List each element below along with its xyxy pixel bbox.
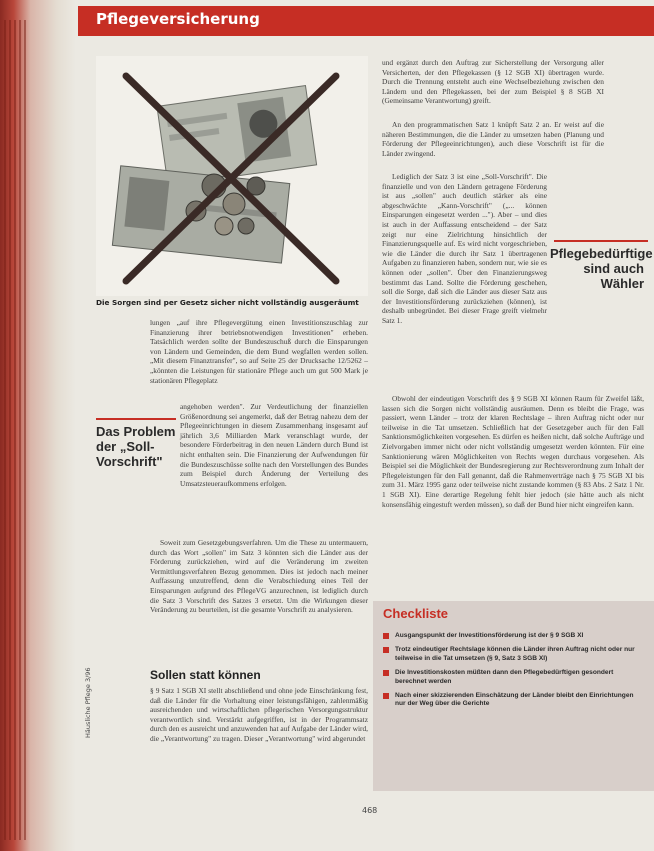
left-column-top-text: lungen „auf ihre Pflegevergütung einen Investitionszuschlag zur Finanzierung ihrer betriebsnotwendigen Investitionen" erheben. Tatsächlich werden sollte der Bundeszuschuß durch die Einsparungen von Ländern und Gemeinden, die dem Bund wegfallen werden sollen. „Mit diesem Finanztransfer", so auf Seite 25 der Drucksache 12/5262 – „könnten die Leistungen für stationäre Pflege auch um gut 500 Mark je stationären Pflegeplatz	[150, 318, 368, 385]
list-item: Die Investitionskosten müßten dann den Pflegebedürftigen gesondert berechnet werden	[383, 669, 645, 686]
crossed-out-money-image	[96, 56, 368, 296]
left-column-paragraph: Soweit zum Gesetzgebungsverfahren. Um die These zu untermauern, durch das Wort „sollen" im Satz 3 könnten sich die Länder aus der Förderung zurückziehen, wird auf die Veränderung im zweiten Vermittlungsverfahren Bezug genommen. Dies ist jedoch nach meiner Auffassung unzutreffend, denn die Verabschiedung eines Teil der Einsparungen aufgrund des PflegeVG anzurechnen, ist lediglich durch die Satz 3 Vorschrift des Satzes 3 ersetzt. Um die Wirkungen dieser Veränderung zu beurteilen, ist die gesamte Vorschrift zu analysieren.	[150, 538, 368, 615]
right-column-paragraph-3: Lediglich der Satz 3 ist eine „Soll-Vorschrift". Die finanzielle und von den Ländern getragene Förderung ist aus „sollen" auch deutlich stärker als eine abgeschwächte „Kann-Vorschrift" („... können Einsparungen eingesetzt werden ..."). Aber – und dies ist auch in der Auffassung entscheidend – der Satz zeigt nur eine Zielrichtung hinsichtlich der Finanzierungsquelle auf. Es wird nicht vorgeschrieben, wie die Länder die durch ihr Satz 1 übertragenen Aufgaben zu finanzieren haben, sondern nur, wie sie es können oder „sollen". Über den Finanzierungsweg bestimmt das Land. Sollte die Förderung geschehen, soll die Sorge, daß sich die Länder aus dieser Satz aus der Investitionsförderung zurückziehen (können), ist deshalb unbegründet. Bei dieser Frage greift vielmehr Satz 1.	[382, 172, 547, 325]
sidehead-soll-vorschrift: Das Problem der „Soll-Vorschrift"	[96, 424, 176, 469]
list-item: Nach einer skizzierenden Einschätzung der Länder bleibt den Einrichtungen nur der Weg über die Gerichte	[383, 692, 645, 709]
checklist-items	[383, 632, 645, 715]
money-photo	[96, 56, 368, 296]
right-column-paragraph-4: Obwohl der eindeutigen Vorschrift des § 9 SGB XI können Raum für Zweifel läßt, lassen sich die Sorgen nicht vollständig ausräumen. Denn es bleibt die Frage, was passiert, wenn Länder – trotz der klaren Rechtslage – ihren Auftrag nicht oder nur teilweise in die Tat umsetzen. Schließlich hat der Gesetzgeber auch für den Fall Sanktionsmöglichkeiten vorgesehen. Es dürfen es heißen nicht, daß solche Aufträge und Zielvorgaben immer nicht oder nicht vollständig umgesetzt werden könnten. Für eine Sanktionierung wären Möglichkeiten von Rechts wegen durchaus vorgesehen. Als Beispiel sei die Möglichkeit der Bundesregierung zur Rechtsverordnung zum Inhalt der Pflegeleistungen für den Fall genannt, daß die Rahmenverträge nach § 75 SGB XI bis zum 31. März 1995 ganz oder teilweise nicht zustande kommen (§ 83 Abs. 2 Satz 1 Nr. 1 SGB XI). Eine derartige Regelung fehlt hier jedoch (sie hätte auch als nicht konsensfähig eingestuft werden müssen), so daß der Bund hier nicht eingreifen kann.	[382, 394, 644, 509]
bullet-square-icon	[383, 670, 389, 676]
bullet-square-icon	[383, 647, 389, 653]
right-column-paragraph-2: An den programmatischen Satz 1 knüpft Satz 2 an. Er weist auf die näheren Bestimmungen, die die Länder zu umsetzen haben (Planung und Förderung der Pflegeeinrichtungen), auch diese Vorschrift ist für die Länder zwingend.	[382, 120, 604, 158]
left-column-mid-text: angehoben werden". Zur Verdeutlichung der finanziellen Größenordnung sei angemerkt, daß der Betrag nahezu dem der Pflegeeinrichtungen in diesem Zusammenhang insgesamt auf jährlich 3,6 Milliarden Mark veranschlagt wurde, der besondere Förderbeitrag in den neuen Ländern durch Bund ist nicht enthalten sein. Die Finanzierung der Aufwendungen für die Bundeszuschüsse sollte nach den Vorstellungen des Bundes zum Beispiel durch Änderung der Verteilung des Umsatzsteueraufkommens erfolgen.	[180, 402, 368, 488]
checklist-title: Checkliste	[383, 606, 449, 621]
bullet-square-icon	[383, 633, 389, 639]
left-column-bottom-text: § 9 Satz 1 SGB XI stellt abschließend und ohne jede Einschränkung fest, daß die Länder für die Vorhaltung einer leistungsfähigen, zahlenmäßig ausreichenden und wirtschaftlichen pflegerischen Versorgungsstruktur verantwortlich sind. Verstärkt aufgegriffen, ist in der Programmsatz durch den es ausreicht und anzuwenden hat auf Aufgabe der Länder wird, die „Verantwortung" zu tragen. Dieser „Verantwortung" wird abgerundet	[150, 686, 368, 743]
book-binding	[0, 0, 76, 851]
photo-caption: Die Sorgen sind per Gesetz sicher nicht vollständig ausgeräumt	[96, 298, 359, 307]
subhead-sollen-statt-koennen: Sollen statt können	[150, 668, 261, 682]
page-number: 468	[362, 806, 378, 815]
sidehead-rule	[96, 418, 176, 420]
right-column-top-text: und ergänzt durch den Auftrag zur Sicherstellung der Versorgung aller Versicherten, der den Pflegekassen (§ 12 SGB XI) übertragen wurde. Durch die Trennung entsteht auch eine Wechselbeziehung zwischen den Ländern und den Pflegekassen, bei der zum Beispiel § 8 SGB XI (Gemeinsame Verantwortung) greift.	[382, 58, 604, 106]
sidehead-rule-right	[554, 240, 648, 242]
photo-credit: Häusliche Pflege 3/96	[84, 667, 92, 738]
sidehead-waehler: Pflegebedürftige sind auch Wähler	[550, 246, 653, 291]
list-item: Ausgangspunkt der Investitionsförderung ist der § 9 SGB XI	[383, 632, 645, 640]
list-item: Trotz eindeutiger Rechtslage können die Länder ihren Auftrag nicht oder nur teilweise in die Tat umsetzen (§ 9, Satz 3 SGB XI)	[383, 646, 645, 663]
section-title: Pflegeversicherung	[96, 10, 260, 28]
bullet-square-icon	[383, 693, 389, 699]
